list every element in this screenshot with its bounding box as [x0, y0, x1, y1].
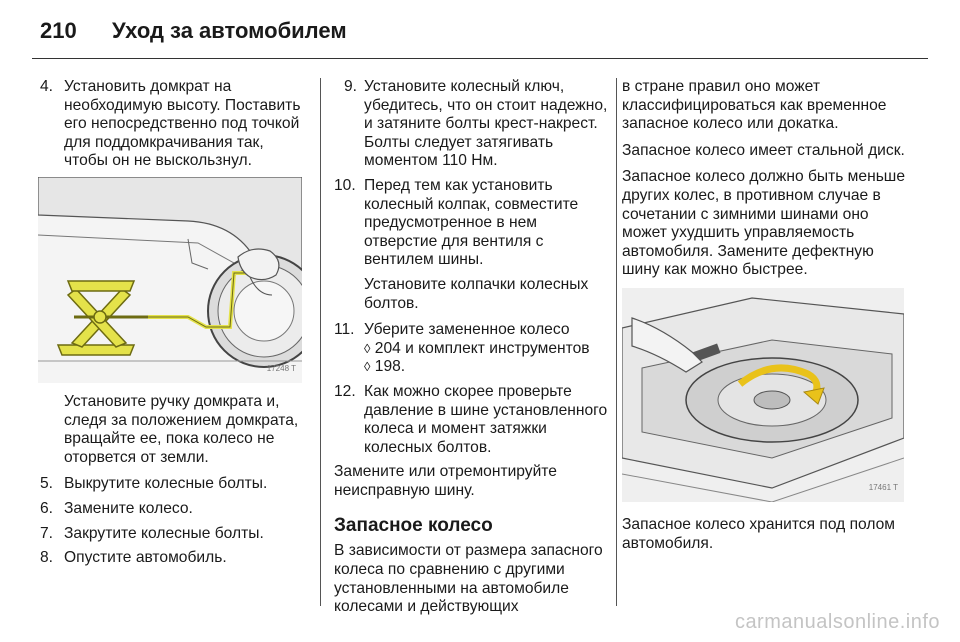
- figure-code: 17248 T: [266, 364, 296, 374]
- step-text: Замените колесо.: [64, 499, 193, 517]
- step-text: Перед тем как установить колесный колпак, совместите предусмотренное в нем отверстие для вентиля с вентилем шины.: [364, 176, 579, 269]
- scissor-jack: [58, 281, 148, 355]
- page-ref-link[interactable]: 204 и комплект инструментов: [374, 339, 590, 357]
- step-10-note: Установите колпачки колесных болтов.: [364, 275, 589, 312]
- jack-drawing: [38, 177, 302, 383]
- column-divider-1: [320, 78, 321, 606]
- step-11: [334, 321, 608, 377]
- step-12: [334, 383, 608, 457]
- section-title: Запасное колесо: [334, 515, 493, 537]
- paragraph-size: В зависимости от размера запасного колеса по сравнению с другими установленными на автомобиле колесами и действующих: [334, 542, 603, 616]
- column-2: [334, 78, 608, 625]
- step-number: 4.: [40, 78, 54, 95]
- header-rule: [32, 58, 928, 59]
- page-title: Уход за автомобилем: [112, 18, 347, 43]
- step-text: Установите колесный ключ, убедитесь, что он стоит надежно, и затяните болты крест-накрест. Болты следует затягивать моментом 110 Нм.: [364, 78, 608, 170]
- paragraph-stored: Запасное колесо хранится под полом автомобиля.: [622, 515, 896, 552]
- page-number: 210: [40, 18, 77, 43]
- paragraph-replace: Замените или отремонтируйте неисправную шину.: [334, 463, 557, 499]
- step-number: 10.: [334, 176, 356, 194]
- page-ref-arrow-icon: ◊: [364, 340, 371, 356]
- step-text: Выкрутите колесные болты.: [64, 475, 268, 493]
- trunk-drawing: [622, 288, 904, 502]
- step-number: 8.: [40, 549, 54, 567]
- spare-wheel-illustration: [622, 288, 904, 502]
- step-text: Закрутите колесные болты.: [64, 524, 264, 542]
- step-number: 11.: [334, 321, 355, 339]
- step-number: 6.: [40, 499, 54, 517]
- column-divider-2: [616, 78, 617, 606]
- step-number: 7.: [40, 524, 54, 542]
- paragraph-smaller: Запасное колесо должно быть меньше других колес, в противном случае в сочетании с зимними шинами оно может ухудшить управляемость автомобиля. Замените дефектную шину как можно быстрее.: [622, 168, 905, 279]
- watermark: carmanualsonline.info: [734, 611, 940, 633]
- step-10: [334, 177, 608, 270]
- step-number: 5.: [40, 475, 54, 493]
- page-ref-link[interactable]: 198.: [374, 358, 406, 376]
- jack-illustration: [38, 177, 302, 383]
- step-text: Как можно скорее проверьте давление в шине установленного колеса и момент затяжки колесных болтов.: [364, 382, 608, 456]
- step-number: 9.: [344, 78, 358, 95]
- figure-code: 17461 T: [868, 483, 898, 493]
- step-text: Уберите замененное колесо: [364, 321, 570, 339]
- step-text: Установить домкрат на необходимую высоту. Поставить его непосредственно под точкой для поддомкрачивания так, чтобы он не выскользнул.: [64, 78, 301, 170]
- step-8: [40, 549, 302, 568]
- step-9: [334, 78, 608, 171]
- step-4: [40, 78, 302, 171]
- column-1: [40, 78, 302, 574]
- step-6: [40, 500, 302, 519]
- column-3: [622, 78, 906, 561]
- step-7: [40, 525, 302, 544]
- step-5: [40, 475, 302, 494]
- page-header: [40, 18, 347, 44]
- step-text: Опустите автомобиль.: [64, 549, 227, 567]
- paragraph-continued: в стране правил оно может классифицироваться как временное запасное колесо или докатка.: [622, 78, 887, 133]
- step-4-note: Установите ручку домкрата и, следя за положением домкрата, вращайте ее, пока колесо не оторвется от земли.: [64, 392, 299, 466]
- page-ref-arrow-icon: ◊: [364, 359, 371, 375]
- step-number: 12.: [334, 382, 356, 400]
- paragraph-steel: Запасное колесо имеет стальной диск.: [622, 141, 905, 159]
